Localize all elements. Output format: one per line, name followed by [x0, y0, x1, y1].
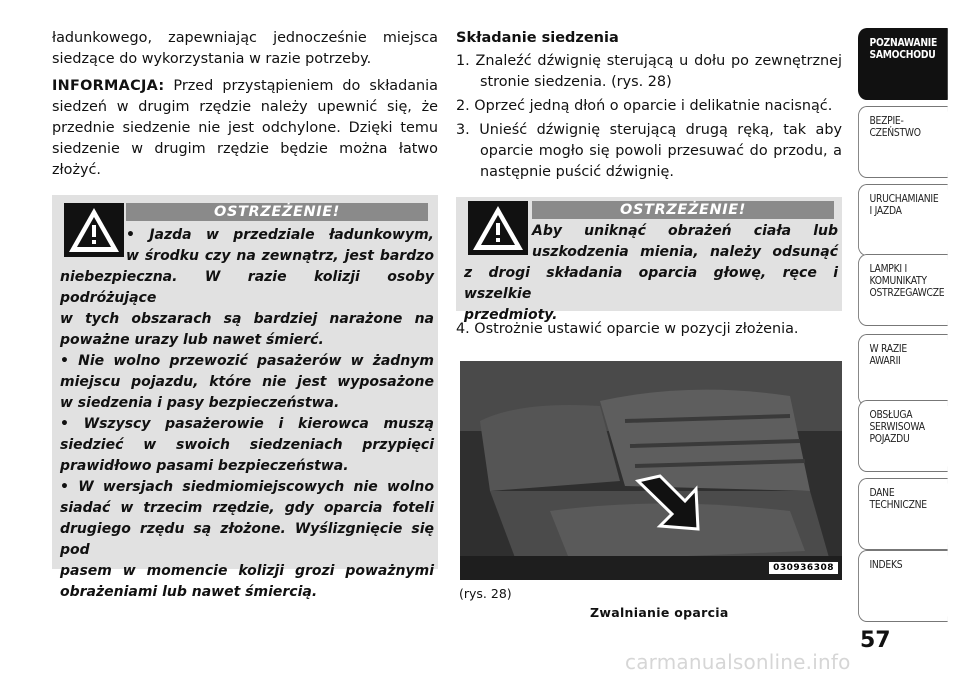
warning-line: drugiego rzędu są złożone. Wyślizgnięcie się pod	[60, 521, 434, 558]
warning-line: w tych obszarach są bardziej narażone na	[60, 311, 434, 327]
warning-box-left	[52, 195, 438, 600]
warning-line: w siedzenia i pasy bezpieczeństwa.	[60, 395, 340, 411]
warning-title: OSTRZEŻENIE!	[532, 201, 834, 219]
intro-paragraph: ładunkowego, zapewniając jednocześnie miejsca siedzące do wykorzystania w razie potrzeby.	[52, 30, 438, 67]
chapter-tab-label: CZEŃSTWO	[869, 127, 921, 139]
chapter-tab[interactable]	[858, 550, 948, 622]
warning-box-right	[456, 197, 842, 323]
chapter-tab-label: DANE	[869, 487, 895, 499]
step-item: 1. Znaleźć dźwignię sterującą u dołu po zewnętrznej stronie siedzenia. (rys. 28)	[456, 53, 842, 90]
warning-line: miejscu pojazdu, które nie jest wyposażone	[60, 374, 434, 390]
chapter-tab-label: OSTRZEGAWCZE	[869, 287, 945, 299]
figure-code: 030936308	[769, 562, 838, 574]
chapter-tab-label: BEZPIE-	[869, 115, 904, 127]
warning-line: • Nie wolno przewozić pasażerów w żadnym	[60, 353, 434, 369]
chapter-tab-label: LAMPKI I	[869, 263, 908, 275]
warning-line: obrażeniami lub nawet śmiercią.	[60, 584, 318, 600]
page-number: 57	[860, 628, 891, 653]
step-item: 4. Ostrożnie ustawić oparcie w pozycji złożenia.	[456, 321, 799, 337]
step-item: 3. Unieść dźwignię sterującą drugą ręką, tak aby oparcie mogło się powoli przesuwać do przodu, a następnie puścić dźwignię.	[456, 122, 842, 180]
chapter-tab[interactable]	[858, 400, 948, 472]
warning-line: poważne urazy lub nawet śmierć.	[60, 332, 324, 348]
warning-line: • Jazda w przedziale ładunkowym,	[126, 227, 434, 243]
chapter-tab[interactable]	[858, 184, 948, 256]
steps-list	[456, 51, 842, 183]
seat-photo	[460, 361, 842, 580]
warning-line: przedmioty.	[464, 307, 558, 323]
chapter-tab-label: SERWISOWA	[869, 421, 925, 433]
chapter-tab-label: URUCHAMIANIE	[869, 193, 939, 205]
warning-line: w środku czy na zewnątrz, jest bardzo	[126, 248, 434, 264]
chapter-tab-label: POZNAWANIE	[869, 37, 938, 49]
figure-label: (rys. 28)	[459, 586, 512, 601]
chapter-tab-label: OBSŁUGA	[869, 409, 913, 421]
warning-line: z drogi składania oparcia głowę, ręce i wszelkie	[464, 265, 838, 302]
chapter-tab-label: INDEKS	[869, 559, 903, 571]
warning-line: pasem w momencie kolizji grozi poważnymi	[60, 563, 434, 579]
info-paragraph	[52, 76, 438, 181]
left-column	[52, 28, 438, 600]
warning-line: siadać w trzecim rzędzie, gdy oparcia foteli	[60, 500, 434, 516]
warning-line: siedzieć w swoich siedzeniach przypięci	[60, 437, 434, 453]
chapter-tab-label: W RAZIE	[869, 343, 907, 355]
warning-line: Aby uniknąć obrażeń ciała lub	[532, 223, 838, 239]
warning-line: • W wersjach siedmiomiejscowych nie wolno	[60, 479, 434, 495]
chapter-tab-label: POJAZDU	[869, 433, 910, 445]
info-label: INFORMACJA:	[52, 78, 165, 94]
chapter-tab-label: AWARII	[869, 355, 901, 367]
warning-title: OSTRZEŻENIE!	[126, 203, 428, 221]
warning-text	[60, 225, 434, 603]
chapter-tab[interactable]	[858, 334, 948, 406]
figure-caption: Zwalnianie oparcia	[590, 605, 729, 620]
chapter-tab-label: I JAZDA	[869, 205, 902, 217]
chapter-tab[interactable]	[858, 106, 948, 178]
chapter-tab[interactable]	[858, 254, 948, 326]
warning-line: • Wszyscy pasażerowie i kierowca muszą	[60, 416, 434, 432]
watermark: carmanualsonline.info	[625, 650, 851, 674]
warning-line: niebezpieczna. W razie kolizji osoby podróżujące	[60, 269, 434, 306]
section-title: Składanie siedzenia	[456, 30, 619, 46]
info-text: Przed przystąpieniem do składania siedzeń w drugim rzędzie należy upewnić się, że przednie siedzenie nie jest odchylone. Dzięki temu siedzenie w drugim rzędzie będzie można łatwo złożyć.	[52, 78, 438, 178]
chapter-tab-label: KOMUNIKATY	[869, 275, 927, 287]
seat-illustration	[460, 361, 842, 580]
chapter-tab-label: SAMOCHODU	[869, 49, 936, 61]
chapter-tab-label: TECHNICZNE	[869, 499, 927, 511]
step-item: 2. Oprzeć jedną dłoń o oparcie i delikatnie nacisnąć.	[456, 98, 833, 114]
right-column	[456, 28, 842, 340]
chapter-tab[interactable]	[858, 28, 948, 100]
chapter-tab[interactable]	[858, 478, 948, 550]
warning-text	[464, 221, 838, 326]
warning-line: prawidłowo pasami bezpieczeństwa.	[60, 458, 349, 474]
warning-line: uszkodzenia mienia, należy odsunąć	[532, 244, 838, 260]
